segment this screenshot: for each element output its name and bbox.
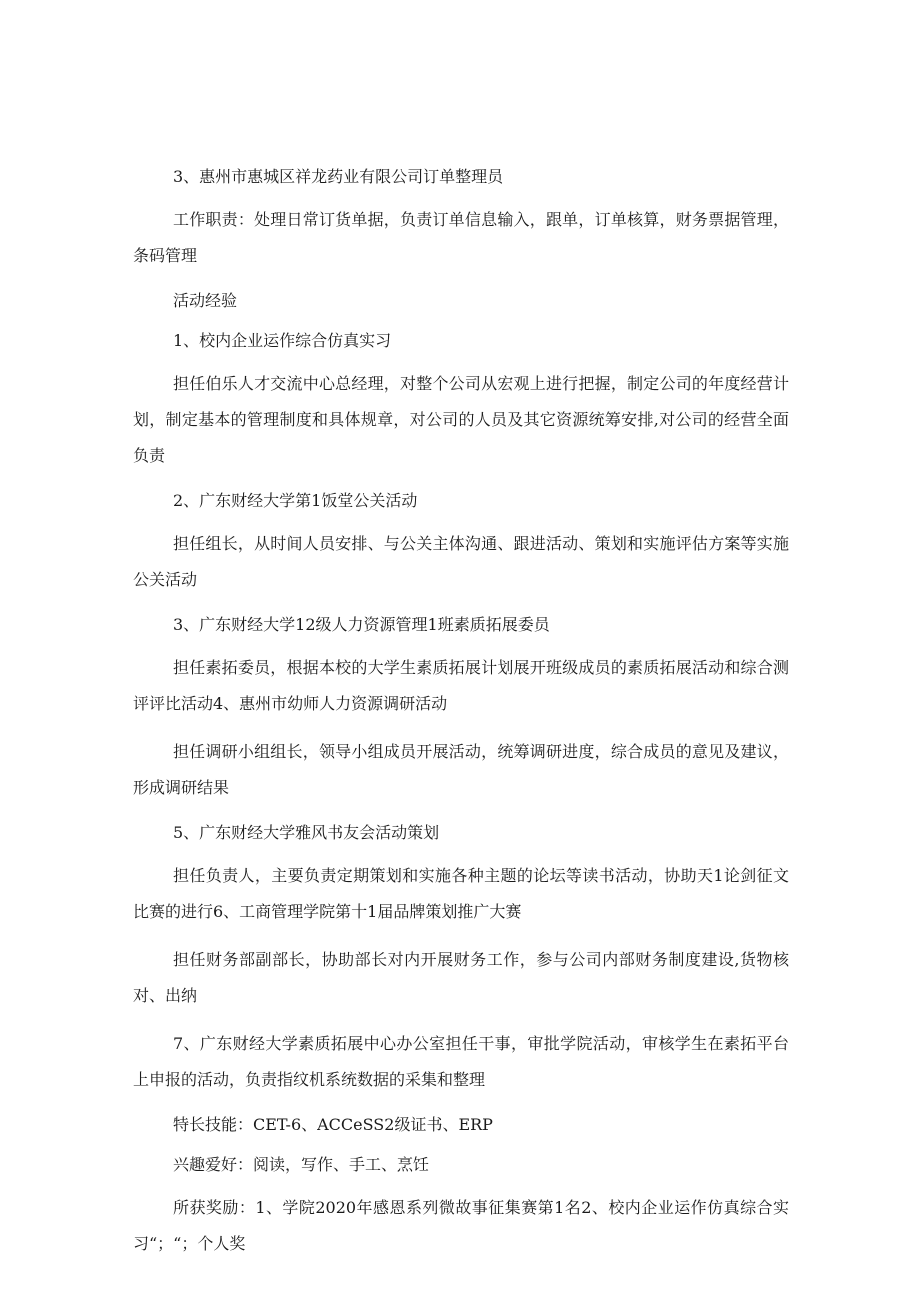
job-duties: 工作职责：处理日常订货单据，负责订单信息输入，跟单，订单核算，财务票据管理，条码管理 xyxy=(133,210,789,265)
activity-desc-6: 担任财务部副部长，协助部长对内开展财务工作，参与公司内部财务制度建设,货物核对、出纳 xyxy=(133,950,789,1005)
job-heading-3: 3、惠州市惠城区祥龙药业有限公司订单整理员 xyxy=(173,167,504,186)
activity-desc-2: 担任组长，从时间人员安排、与公关主体沟通、跟进活动、策划和实施评估方案等实施公关活动 xyxy=(133,534,789,589)
activity-7: 7、广东财经大学素质拓展中心办公室担任干事，审批学院活动，审核学生在素拓平台上申报的活动，负责指纹机系统数据的采集和整理 xyxy=(133,1034,789,1089)
activity-desc-5: 担任负责人，主要负责定期策划和实施各种主题的论坛等读书活动，协助天1论剑征文比赛的进行6、工商管理学院第十1届品牌策划推广大赛 xyxy=(133,866,789,921)
skills: 特长技能：CET-6、ACCeSS2级证书、ERP xyxy=(173,1115,493,1134)
section-heading-activities: 活动经验 xyxy=(173,291,238,310)
activity-desc-1: 担任伯乐人才交流中心总经理，对整个公司从宏观上进行把握，制定公司的年度经营计划，制定基本的管理制度和具体规章，对公司的人员及其它资源统筹安排,对公司的经营全面负责 xyxy=(133,374,789,465)
activity-heading-1: 1、校内企业运作综合仿真实习 xyxy=(173,331,392,350)
activity-heading-5: 5、广东财经大学雅风书友会活动策划 xyxy=(173,823,440,842)
activity-heading-2: 2、广东财经大学第1饭堂公关活动 xyxy=(173,491,418,510)
document-body xyxy=(133,162,789,1274)
awards: 所获奖励：1、学院2020年感恩系列微故事征集赛第1名2、校内企业运作仿真综合实习“；“；个人奖 xyxy=(133,1198,789,1253)
activity-desc-3: 担任素拓委员，根据本校的大学生素质拓展计划展开班级成员的素质拓展活动和综合测评评比活动4、惠州市幼师人力资源调研活动 xyxy=(133,658,789,713)
activity-heading-3: 3、广东财经大学12级人力资源管理1班素质拓展委员 xyxy=(173,615,550,634)
activity-desc-4: 担任调研小组组长，领导小组成员开展活动，统筹调研进度，综合成员的意见及建议，形成调研结果 xyxy=(133,742,789,797)
hobbies: 兴趣爱好：阅读，写作、手工、烹饪 xyxy=(173,1155,430,1174)
